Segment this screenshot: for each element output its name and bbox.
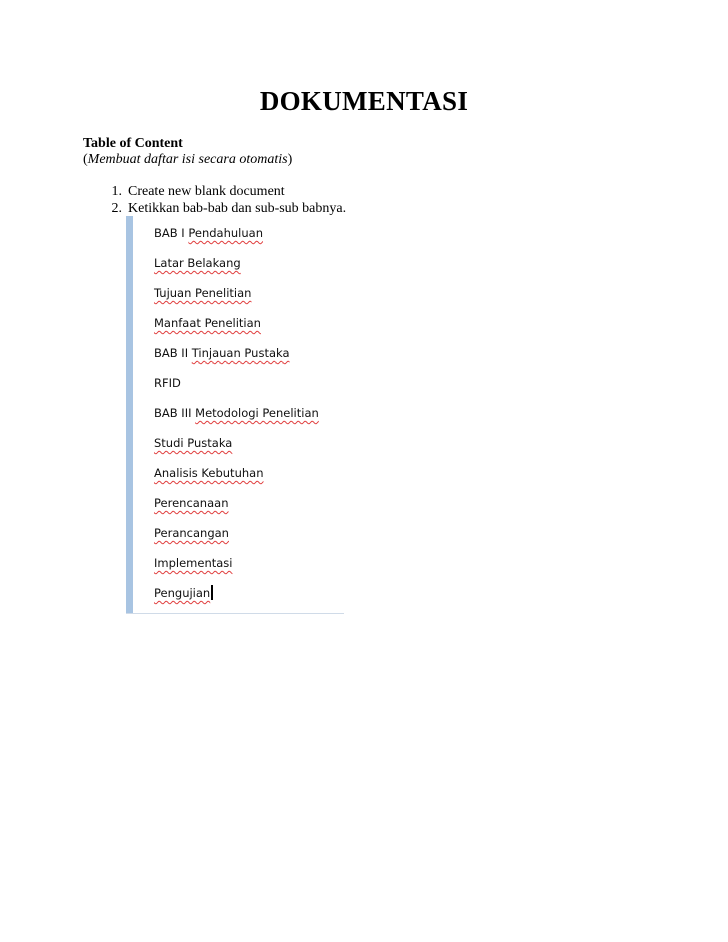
subtitle-close-paren: ) (287, 152, 293, 167)
document-line (154, 374, 319, 404)
line-text: Tujuan Penelitian (154, 286, 252, 300)
margin-bar (126, 216, 133, 614)
document-line-bab2 (154, 344, 319, 374)
page-title: DOKUMENTASI (259, 86, 469, 116)
line-text: Perancangan (154, 526, 229, 540)
line-text: Tinjauan Pustaka (191, 346, 290, 360)
document-line (154, 314, 319, 344)
document-line (154, 494, 319, 524)
line-text: Implementasi (154, 556, 233, 570)
document-line (154, 524, 319, 554)
line-text: Analisis Kebutuhan (154, 466, 264, 480)
document-line (154, 434, 319, 464)
steps-list (83, 183, 346, 217)
document-line-bab1 (154, 224, 319, 254)
line-text: Perencanaan (154, 496, 229, 510)
document-line-bab3 (154, 404, 319, 434)
line-text: Pendahuluan (188, 226, 263, 240)
subtitle-text: Membuat daftar isi secara otomatis (87, 152, 288, 167)
line-text: Manfaat Penelitian (154, 316, 261, 330)
line-prefix: RFID (154, 376, 181, 390)
line-text: Metodologi Penelitian (195, 406, 319, 420)
chapter-lines (154, 224, 319, 614)
document-line (154, 464, 319, 494)
step-number: 1. (111, 184, 122, 199)
step-text: Ketikkan bab-bab dan sub-sub babnya. (128, 201, 347, 216)
document-line (154, 254, 319, 284)
document-line (154, 584, 319, 614)
word-document-screenshot (126, 216, 344, 614)
document-line (154, 554, 319, 584)
subtitle-open-paren: ( (83, 152, 88, 167)
line-prefix: BAB II (154, 346, 192, 360)
line-prefix: BAB III (154, 406, 196, 420)
line-text: Latar Belakang (154, 256, 241, 270)
text-cursor (211, 585, 213, 600)
toc-heading: Table of Content (83, 136, 183, 151)
line-text: Pengujian (154, 586, 211, 600)
line-prefix: BAB I (154, 226, 189, 240)
step-item (83, 183, 346, 200)
toc-subtitle (83, 152, 292, 168)
document-line (154, 284, 319, 314)
step-text: Create new blank document (128, 184, 285, 199)
step-number: 2. (111, 201, 122, 216)
screenshot-bottom-edge (126, 613, 344, 614)
line-text: Studi Pustaka (154, 436, 233, 450)
step-item (83, 200, 346, 217)
